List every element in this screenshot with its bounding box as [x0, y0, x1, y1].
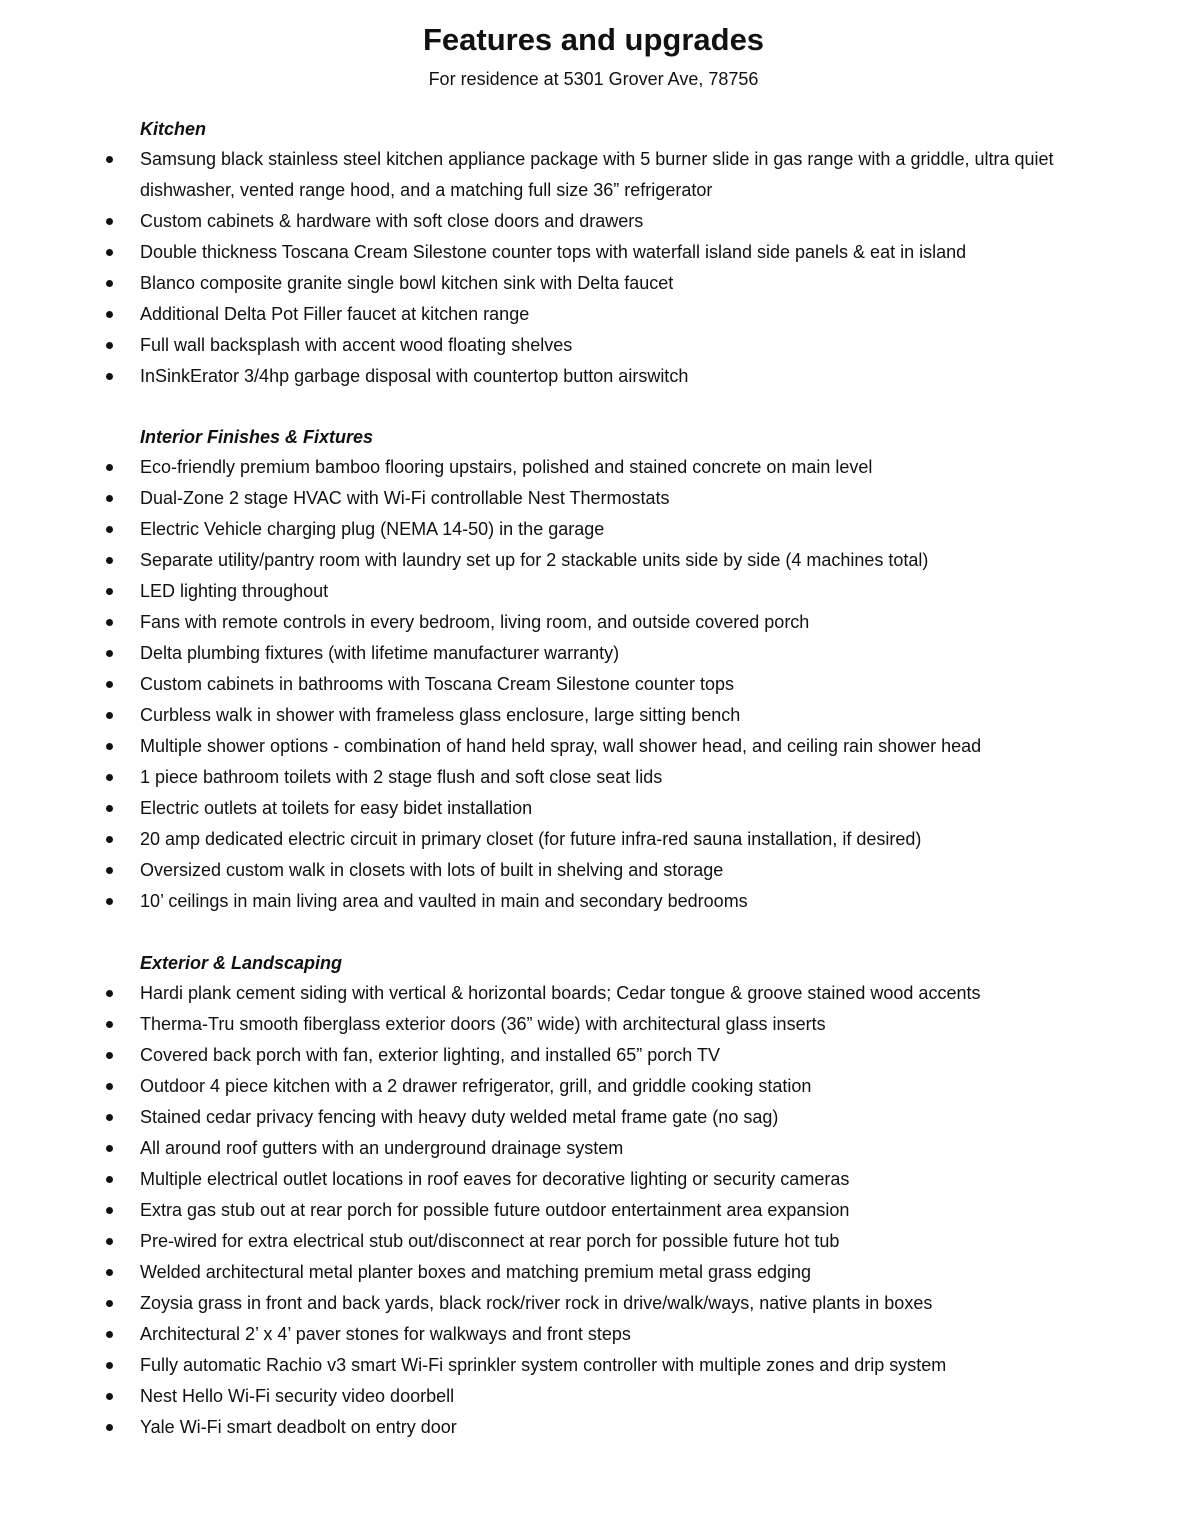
list-item-text: Nest Hello Wi-Fi security video doorbell [140, 1386, 455, 1406]
list-item [0, 299, 1187, 330]
bullet-icon [106, 743, 113, 750]
feature-list [0, 978, 1187, 1443]
section-heading: Kitchen [140, 119, 207, 139]
bullet-icon [106, 1300, 113, 1307]
list-item [0, 1412, 1187, 1443]
feature-list [0, 452, 1187, 917]
list-item-text: Additional Delta Pot Filler faucet at kitchen range [140, 304, 530, 324]
section-kitchen [0, 116, 1187, 392]
list-item [0, 237, 1187, 268]
bullet-icon [106, 681, 113, 688]
bullet-icon [106, 1145, 113, 1152]
bullet-icon [106, 1083, 113, 1090]
list-item [0, 1133, 1187, 1164]
bullet-icon [106, 342, 113, 349]
bullet-icon [106, 311, 113, 318]
list-item [0, 607, 1187, 638]
list-item-text: Therma-Tru smooth fiberglass exterior doors (36” wide) with architectural glass inserts [140, 1014, 826, 1034]
list-item [0, 268, 1187, 299]
list-item [0, 361, 1187, 392]
list-item [0, 855, 1187, 886]
list-item [0, 483, 1187, 514]
list-item-text: Pre-wired for extra electrical stub out/disconnect at rear porch for possible future hot tub [140, 1231, 840, 1251]
list-item [0, 824, 1187, 855]
bullet-icon [106, 990, 113, 997]
bullet-icon [106, 1114, 113, 1121]
list-item [0, 452, 1187, 483]
list-item [0, 144, 1187, 206]
list-item [0, 762, 1187, 793]
bullet-icon [106, 898, 113, 905]
bullet-icon [106, 1393, 113, 1400]
feature-list [0, 144, 1187, 392]
bullet-icon [106, 619, 113, 626]
bullet-icon [106, 373, 113, 380]
list-item [0, 545, 1187, 576]
list-item [0, 669, 1187, 700]
section-heading: Exterior & Landscaping [140, 953, 343, 973]
list-item-text: Architectural 2’ x 4’ paver stones for walkways and front steps [140, 1324, 631, 1344]
list-item [0, 1071, 1187, 1102]
bullet-icon [106, 1269, 113, 1276]
bullet-icon [106, 557, 113, 564]
list-item [0, 1350, 1187, 1381]
bullet-icon [106, 588, 113, 595]
list-item [0, 1381, 1187, 1412]
bullet-icon [106, 712, 113, 719]
list-item [0, 731, 1187, 762]
list-item-text: Extra gas stub out at rear porch for possible future outdoor entertainment area expansion [140, 1200, 850, 1220]
list-item [0, 886, 1187, 917]
section-exterior-landscaping [0, 950, 1187, 1443]
list-item [0, 576, 1187, 607]
list-item [0, 1288, 1187, 1319]
bullet-icon [106, 774, 113, 781]
list-item-text: Dual-Zone 2 stage HVAC with Wi-Fi controllable Nest Thermostats [140, 488, 670, 508]
bullet-icon [106, 1176, 113, 1183]
list-item-text: Fully automatic Rachio v3 smart Wi-Fi sprinkler system controller with multiple zones and drip system [140, 1355, 947, 1375]
list-item-text: Welded architectural metal planter boxes and matching premium metal grass edging [140, 1262, 812, 1282]
list-item-text: 10’ ceilings in main living area and vaulted in main and secondary bedrooms [140, 891, 748, 911]
list-item-text: Electric outlets at toilets for easy bidet installation [140, 798, 533, 818]
list-item-text: Stained cedar privacy fencing with heavy duty welded metal frame gate (no sag) [140, 1107, 779, 1127]
list-item-text: LED lighting throughout [140, 581, 329, 601]
list-item-text: Separate utility/pantry room with laundry set up for 2 stackable units side by side (4 machines total) [140, 550, 929, 570]
document-subtitle: For residence at 5301 Grover Ave, 78756 [428, 69, 759, 89]
list-item-text: Multiple electrical outlet locations in roof eaves for decorative lighting or security cameras [140, 1169, 850, 1189]
list-item-text: Blanco composite granite single bowl kitchen sink with Delta faucet [140, 273, 674, 293]
list-item [0, 1319, 1187, 1350]
list-item [0, 1257, 1187, 1288]
bullet-icon [106, 1331, 113, 1338]
list-item [0, 1195, 1187, 1226]
list-item-text: 1 piece bathroom toilets with 2 stage flush and soft close seat lids [140, 767, 663, 787]
section-interior-finishes [0, 424, 1187, 917]
bullet-icon [106, 280, 113, 287]
bullet-icon [106, 836, 113, 843]
list-item [0, 1102, 1187, 1133]
list-item-text: Zoysia grass in front and back yards, black rock/river rock in drive/walk/ways, native plants in boxes [140, 1293, 933, 1313]
bullet-icon [106, 867, 113, 874]
list-item [0, 1009, 1187, 1040]
list-item [0, 1040, 1187, 1071]
list-item [0, 330, 1187, 361]
list-item-text: Eco-friendly premium bamboo flooring upstairs, polished and stained concrete on main level [140, 457, 873, 477]
list-item [0, 206, 1187, 237]
list-item-text: Electric Vehicle charging plug (NEMA 14-50) in the garage [140, 519, 605, 539]
list-item [0, 638, 1187, 669]
list-item-text: InSinkErator 3/4hp garbage disposal with countertop button airswitch [140, 366, 689, 386]
list-item-text: Full wall backsplash with accent wood floating shelves [140, 335, 573, 355]
list-item-text: Yale Wi-Fi smart deadbolt on entry door [140, 1417, 457, 1437]
list-item-text: Oversized custom walk in closets with lots of built in shelving and storage [140, 860, 724, 880]
list-item-text: Hardi plank cement siding with vertical & horizontal boards; Cedar tongue & groove stained wood accents [140, 983, 981, 1003]
bullet-icon [106, 1021, 113, 1028]
list-item-text: Custom cabinets in bathrooms with Toscana Cream Silestone counter tops [140, 674, 734, 694]
section-heading: Interior Finishes & Fixtures [140, 427, 374, 447]
bullet-icon [106, 1238, 113, 1245]
list-item [0, 1164, 1187, 1195]
list-item [0, 1226, 1187, 1257]
bullet-icon [106, 218, 113, 225]
bullet-icon [106, 526, 113, 533]
list-item-text: 20 amp dedicated electric circuit in primary closet (for future infra-red sauna installation, if desired) [140, 829, 922, 849]
list-item-text: Outdoor 4 piece kitchen with a 2 drawer refrigerator, grill, and griddle cooking station [140, 1076, 812, 1096]
list-item-text: Covered back porch with fan, exterior lighting, and installed 65” porch TV [140, 1045, 720, 1065]
list-item-text: All around roof gutters with an underground drainage system [140, 1138, 624, 1158]
list-item-text: Samsung black stainless steel kitchen appliance package with 5 burner slide in gas range with a griddle, ultra quiet dishwasher, vented range hood, and a matching full size 36” refrigerator [140, 149, 1054, 200]
list-item-text: Delta plumbing fixtures (with lifetime manufacturer warranty) [140, 643, 620, 663]
list-item-text: Fans with remote controls in every bedroom, living room, and outside covered porch [140, 612, 810, 632]
bullet-icon [106, 495, 113, 502]
list-item-text: Double thickness Toscana Cream Silestone counter tops with waterfall island side panels & eat in island [140, 242, 967, 262]
list-item [0, 700, 1187, 731]
list-item-text: Multiple shower options - combination of hand held spray, wall shower head, and ceiling rain shower head [140, 736, 982, 756]
bullet-icon [106, 650, 113, 657]
bullet-icon [106, 805, 113, 812]
list-item [0, 514, 1187, 545]
bullet-icon [106, 1052, 113, 1059]
list-item-text: Curbless walk in shower with frameless glass enclosure, large sitting bench [140, 705, 741, 725]
bullet-icon [106, 249, 113, 256]
bullet-icon [106, 1362, 113, 1369]
list-item [0, 978, 1187, 1009]
list-item-text: Custom cabinets & hardware with soft close doors and drawers [140, 211, 644, 231]
bullet-icon [106, 1424, 113, 1431]
bullet-icon [106, 156, 113, 163]
bullet-icon [106, 464, 113, 471]
bullet-icon [106, 1207, 113, 1214]
document-title: Features and upgrades [422, 22, 765, 57]
list-item [0, 793, 1187, 824]
